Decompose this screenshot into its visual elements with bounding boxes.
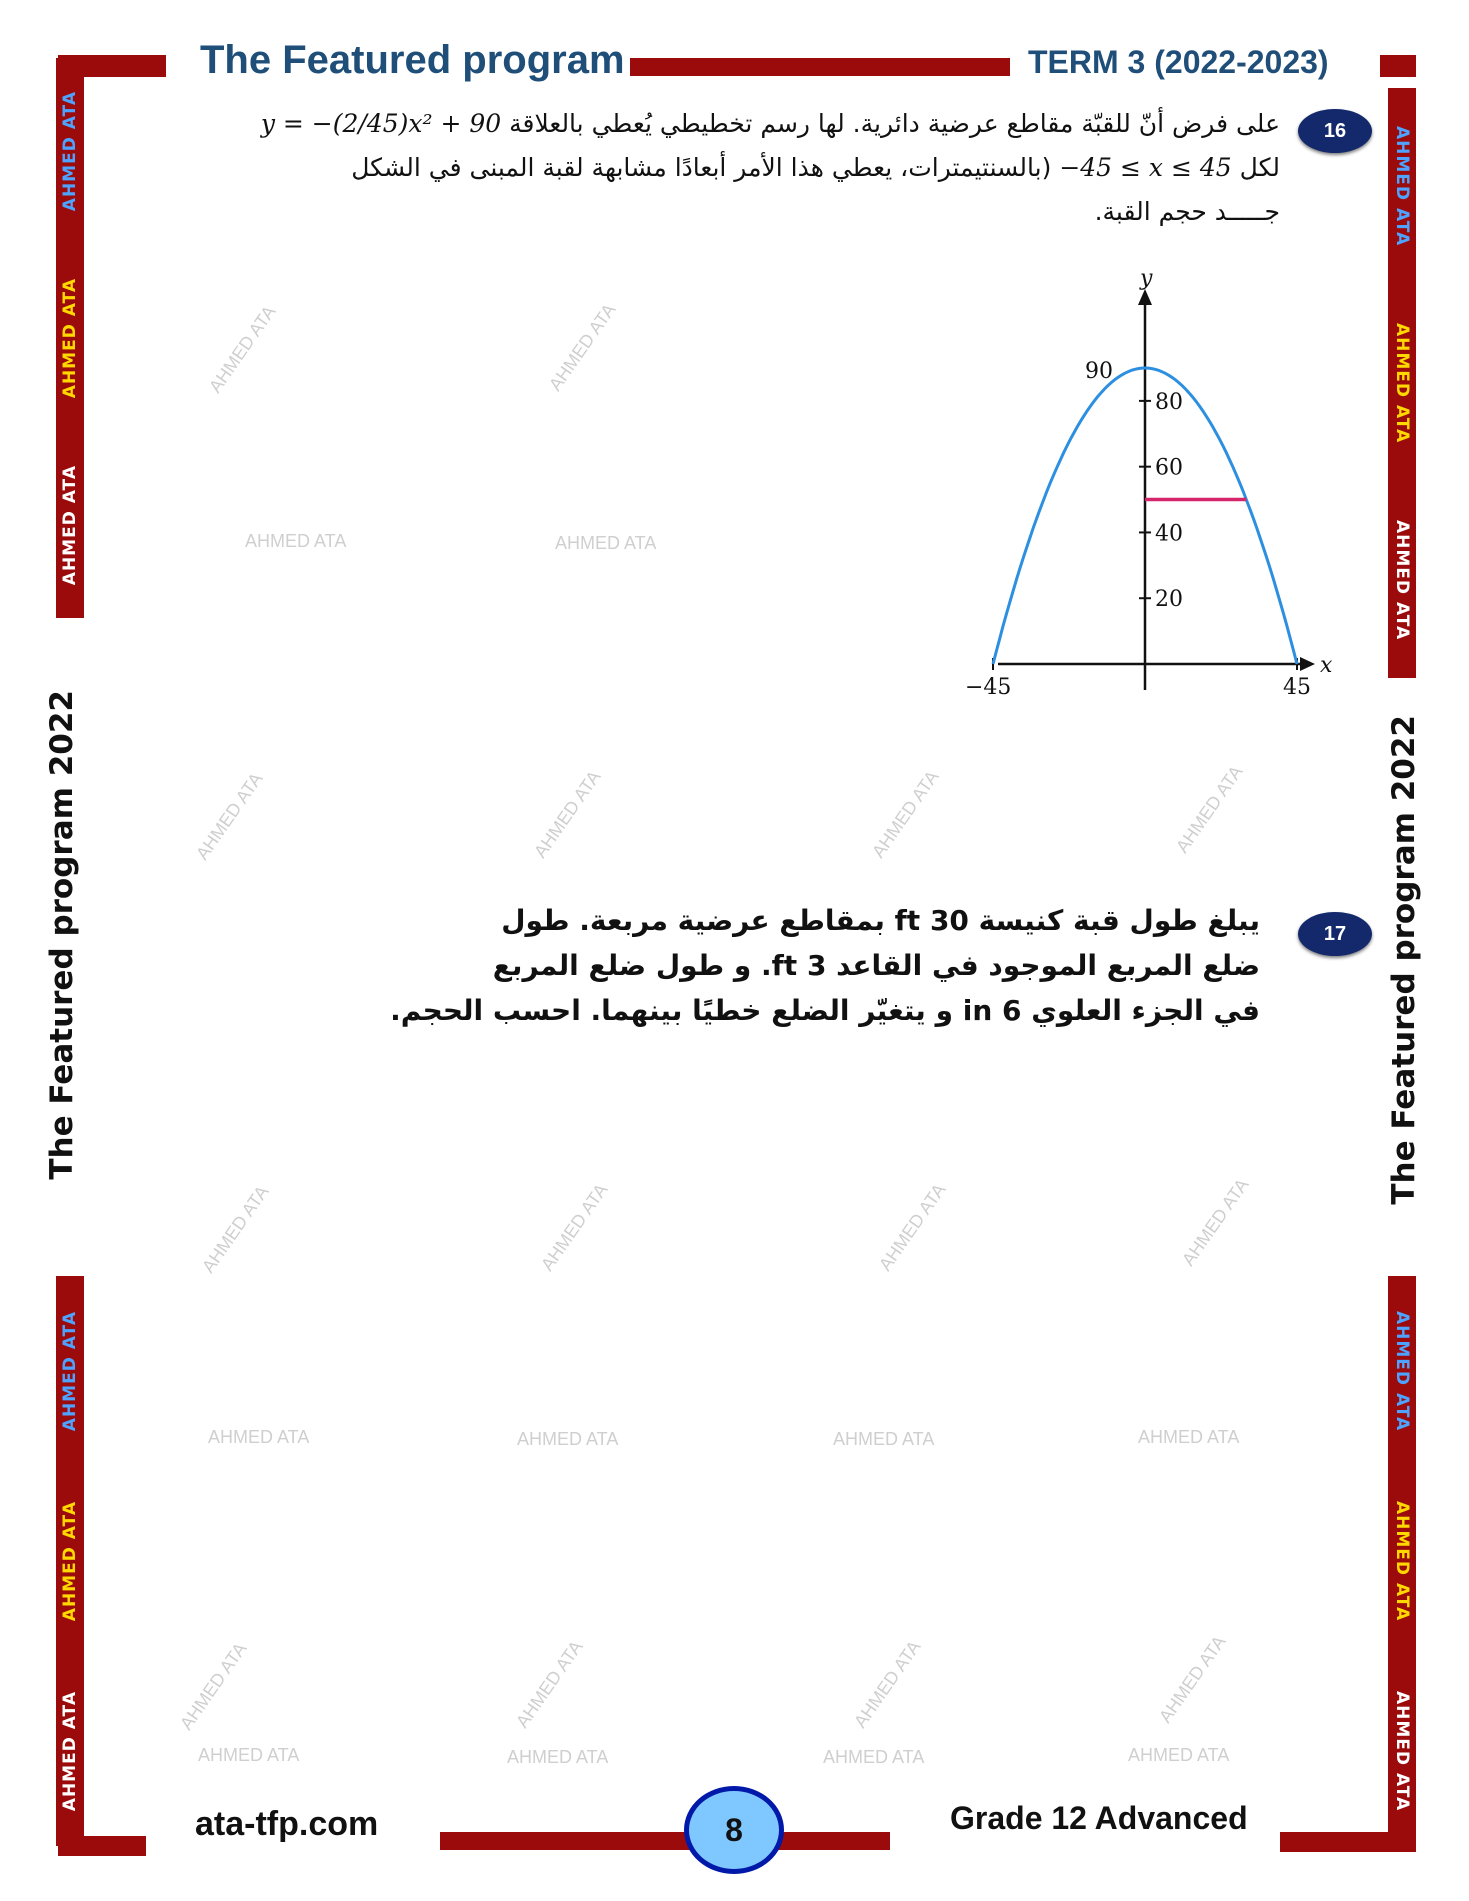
y-axis-label: y bbox=[1140, 266, 1153, 291]
watermark: AHMED ATA bbox=[512, 1636, 587, 1732]
side-program-left: The Featured program 2022 bbox=[44, 690, 80, 1180]
strip-label: AHMED ATA bbox=[60, 1690, 80, 1812]
right-strip-bottom bbox=[1388, 1276, 1416, 1846]
strip-label: AHMED ATA bbox=[60, 464, 80, 585]
watermark: AHMED ATA bbox=[517, 1429, 619, 1449]
peak-label: 90 bbox=[1085, 359, 1113, 384]
strip-label: AHMED ATA bbox=[60, 277, 80, 399]
y-tick-label: 60 bbox=[1155, 455, 1183, 481]
question-17-text bbox=[300, 898, 1260, 1033]
watermark: AHMED ATA bbox=[205, 301, 280, 397]
strip-label: AHMED ATA bbox=[60, 1500, 80, 1622]
x-tick-label: 45 bbox=[1283, 675, 1311, 700]
watermark: AHMED ATA bbox=[1138, 1427, 1240, 1447]
question-16-line-1 bbox=[160, 102, 1280, 146]
watermark: AHMED ATA bbox=[537, 1179, 612, 1275]
top-right-bar bbox=[1380, 55, 1416, 77]
watermark: AHMED ATA bbox=[208, 1427, 310, 1447]
strip-label: AHMED ATA bbox=[60, 1310, 80, 1432]
strip-label: AHMED ATA bbox=[1392, 519, 1412, 640]
question-16-line-2-post: (بالسنتيمترات، يعطي هذا الأمر أبعادًا مشابهة لقبة المبنى في الشكل bbox=[351, 153, 1052, 182]
question-number-badge: 16 bbox=[1298, 109, 1372, 153]
watermark: AHMED ATA bbox=[198, 1181, 273, 1277]
footer-grade: Grade 12 Advanced bbox=[950, 1800, 1248, 1836]
question-16-line-2 bbox=[160, 146, 1280, 190]
bottom-left-bar bbox=[58, 1836, 146, 1856]
right-strip-top bbox=[1388, 88, 1416, 678]
watermark: AHMED ATA bbox=[176, 1638, 251, 1734]
x-axis-label: x bbox=[1320, 653, 1333, 678]
y-tick-label: 40 bbox=[1155, 521, 1183, 547]
watermark: AHMED ATA bbox=[545, 299, 620, 395]
watermark: AHMED ATA bbox=[507, 1747, 609, 1767]
bottom-right-bar bbox=[1280, 1832, 1416, 1852]
question-16-line-3: جـــــد حجم القبة. bbox=[1094, 197, 1280, 226]
watermark: AHMED ATA bbox=[198, 1745, 300, 1765]
x-axis-arrow bbox=[1300, 657, 1315, 671]
page-number: 8 bbox=[684, 1786, 784, 1874]
question-17-line-2: ضلع المربع الموجود في القاعد 3 ft. و طول ضلع المربع bbox=[492, 949, 1260, 982]
bottom-middle-bar bbox=[440, 1832, 890, 1850]
watermark: AHMED ATA bbox=[1172, 761, 1247, 857]
watermark: AHMED ATA bbox=[1155, 1631, 1230, 1727]
watermark: AHMED ATA bbox=[192, 768, 267, 864]
strip-label: AHMED ATA bbox=[60, 91, 80, 212]
question-number-badge: 17 bbox=[1298, 912, 1372, 956]
left-strip-bottom bbox=[56, 1276, 84, 1846]
strip-label: AHMED ATA bbox=[1392, 126, 1412, 247]
watermark: AHMED ATA bbox=[875, 1179, 950, 1275]
footer-website: ata-tfp.com bbox=[195, 1805, 379, 1843]
top-middle-bar bbox=[630, 58, 1010, 76]
watermark: AHMED ATA bbox=[868, 766, 943, 862]
question-16-text bbox=[160, 102, 1280, 234]
watermark: AHMED ATA bbox=[823, 1747, 925, 1767]
strip-label: AHMED ATA bbox=[1392, 1310, 1412, 1432]
header-term: TERM 3 (2022-2023) bbox=[1028, 44, 1329, 80]
strip-label: AHMED ATA bbox=[1392, 1690, 1412, 1812]
x-tick-label: −45 bbox=[965, 675, 1012, 700]
y-tick-label: 80 bbox=[1155, 389, 1183, 415]
watermark: AHMED ATA bbox=[833, 1429, 935, 1449]
y-axis-arrow bbox=[1138, 289, 1152, 305]
strip-label: AHMED ATA bbox=[1392, 1500, 1412, 1622]
watermark: AHMED ATA bbox=[850, 1636, 925, 1732]
question-17-line-3: في الجزء العلوي 6 in و يتغيّر الضلع خطيًا بينهما. احسب الحجم. bbox=[390, 994, 1260, 1027]
watermark: AHMED ATA bbox=[245, 531, 347, 551]
question-16-domain: −45 ≤ x ≤ 45 bbox=[1059, 153, 1232, 182]
dome-parabola-graph bbox=[930, 265, 1350, 710]
watermark: AHMED ATA bbox=[1178, 1174, 1253, 1270]
left-strip-top bbox=[56, 58, 84, 618]
watermark: AHMED ATA bbox=[530, 766, 605, 862]
y-tick-label: 20 bbox=[1155, 587, 1183, 613]
question-16-equation: y = −(2/45)x² + 90 bbox=[260, 109, 502, 138]
question-16-line-2-pre: لكل bbox=[1239, 153, 1280, 182]
watermark: AHMED ATA bbox=[555, 533, 657, 553]
watermark: AHMED ATA bbox=[1128, 1745, 1230, 1765]
side-program-right: The Featured program 2022 bbox=[1386, 715, 1422, 1205]
question-17-line-1: يبلغ طول قبة كنيسة 30 ft بمقاطع عرضية مربعة. طول bbox=[501, 904, 1260, 937]
question-16-line-1-text: على فرض أنّ للقبّة مقاطع عرضية دائرية. لها رسم تخطيطي يُعطي بالعلاقة bbox=[509, 109, 1280, 138]
header-title: The Featured program bbox=[200, 38, 625, 82]
strip-label: AHMED ATA bbox=[1392, 322, 1412, 444]
